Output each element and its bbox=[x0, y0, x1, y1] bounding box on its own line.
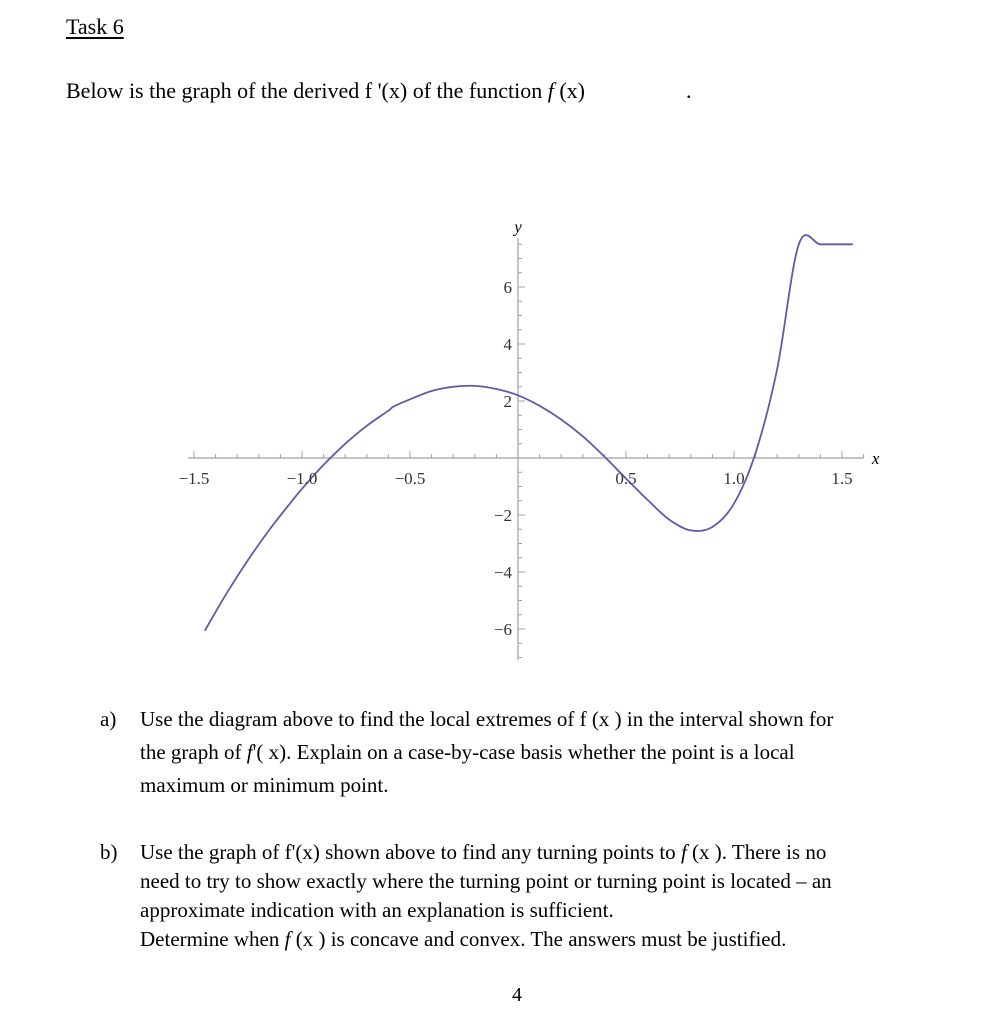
derivative-graph bbox=[0, 210, 984, 660]
x-tick-label: −1.5 bbox=[178, 469, 210, 488]
question-a-function-name: f bbox=[246, 740, 253, 764]
question-a-line2-start: the graph of bbox=[140, 740, 247, 764]
question-b-body bbox=[140, 838, 960, 954]
question-b-line2: need to try to show exactly where the turning point or turning point is located – an bbox=[140, 869, 832, 893]
question-b-line1 bbox=[140, 838, 960, 867]
y-tick-label: 2 bbox=[503, 392, 512, 411]
question-b-line1-start: Use the graph of f'(x) shown above to find any turning points to bbox=[140, 840, 681, 864]
question-a-body bbox=[140, 703, 960, 802]
page-number: 4 bbox=[512, 984, 522, 1006]
question-a bbox=[100, 703, 960, 802]
question-b-line4-end: (x ) is concave and convex. The answers must be justified. bbox=[290, 927, 787, 951]
minor-ticks bbox=[216, 244, 864, 657]
intro-function-arg: (x) bbox=[553, 78, 585, 103]
y-tick-label: −4 bbox=[493, 563, 512, 582]
x-tick-label: 0.5 bbox=[615, 469, 637, 488]
question-a-label: a) bbox=[100, 707, 117, 731]
intro-trailing-dot: . bbox=[686, 78, 692, 103]
x-axis-label: x bbox=[871, 449, 880, 468]
intro-text bbox=[66, 78, 692, 104]
y-tick-label: −6 bbox=[493, 620, 512, 639]
question-a-line3: maximum or minimum point. bbox=[140, 773, 389, 797]
question-b-line1-end: (x ). There is no bbox=[686, 840, 827, 864]
x-tick-label: 1.5 bbox=[831, 469, 853, 488]
x-tick-label: 1.0 bbox=[723, 469, 745, 488]
intro-prefix: Below is the graph of the derived f '(x) of the function bbox=[66, 78, 548, 103]
x-tick-label: −0.5 bbox=[394, 469, 426, 488]
question-b-label: b) bbox=[100, 840, 118, 864]
question-b-line3: approximate indication with an explanation is sufficient. bbox=[140, 898, 614, 922]
question-b-line4-start: Determine when bbox=[140, 927, 285, 951]
y-tick-label: −2 bbox=[493, 506, 512, 525]
question-a-line2-end: '( x). Explain on a case-by-case basis whether the point is a local bbox=[252, 740, 795, 764]
question-b bbox=[100, 838, 960, 954]
y-axis-label: y bbox=[514, 217, 522, 237]
question-b-line4-function-name: f bbox=[284, 927, 291, 951]
y-tick-label: 4 bbox=[503, 335, 512, 354]
question-b-function-name: f bbox=[680, 840, 687, 864]
y-tick-label: 6 bbox=[503, 278, 512, 297]
task-title: Task 6 bbox=[66, 14, 124, 39]
derivative-curve bbox=[205, 235, 853, 631]
question-b-line4 bbox=[140, 925, 960, 954]
intro-function-name: f bbox=[547, 78, 554, 103]
question-a-line1: Use the diagram above to find the local extremes of f (x ) in the interval shown for bbox=[140, 707, 834, 731]
question-a-line2 bbox=[140, 736, 960, 769]
x-tick-label: −1.0 bbox=[286, 469, 318, 488]
